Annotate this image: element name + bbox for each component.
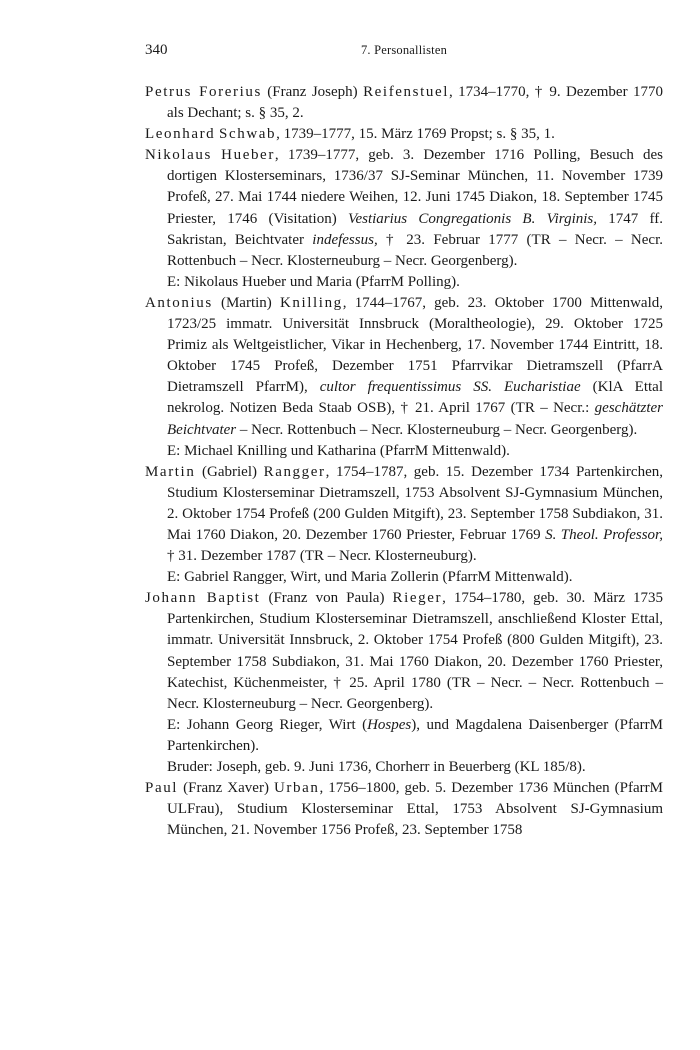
entry-given-name: Leonhard — [145, 126, 216, 143]
entry-text: (KlA Ettal nekrolog. Notizen Beda Staab OSB), † 21. April 1767 (TR – Necr.: — [167, 379, 663, 417]
list-item — [145, 145, 663, 272]
entry-secular-name: (Franz von Paula) — [260, 590, 393, 607]
entry-given-name: Martin — [145, 463, 196, 480]
list-item — [145, 124, 663, 145]
entry-text: , 1734–1770, † 9. Dezember 1770 als Dechant; s. § 35, 2. — [167, 84, 663, 122]
entry-secular-name: (Franz Xaver) — [178, 780, 274, 797]
entry-parents-text: E: Johann Georg Rieger, Wirt ( — [167, 716, 368, 733]
entry-secular-name — [212, 147, 221, 163]
personnel-list — [145, 82, 663, 841]
entry-parents: E: Michael Knilling und Katharina (PfarrM Mittenwald). — [167, 442, 510, 459]
list-item — [145, 293, 663, 441]
entry-given-name: Petrus Forerius — [145, 84, 262, 100]
entry-surname: Rieger — [392, 590, 443, 607]
entry-text: , 1754–1780, geb. 30. März 1735 Partenkirchen, Studium Klosterseminar Dietramszell, anschließend Kloster Ettal, immatr. Universität Innsbruck, 2. Oktober 1754 Profeß (800 Gulden Mitgift), 23. September 1758 Subdiakon, 31. Mai 1760 Diakon, 20. Dezember 1760 Priester, Katechist, Küchenmeister, † 25. April 1780 (TR – Necr. – Necr. Rottenbuch – Necr. Klosterneuburg – Necr. Georgenberg). — [167, 590, 663, 712]
entry-text: – Necr. Rottenbuch – Necr. Klosterneuburg – Necr. Georgenberg). — [236, 421, 638, 438]
entry-parents — [145, 715, 663, 757]
entry-latin-phrase: Vestiarius Congregationis B. Virginis, — [347, 210, 598, 227]
entry-text: , 1744–1767, geb. 23. Oktober 1700 Mittenwald, 1723/25 immatr. Universität Innsbruck (Moraltheologie), 29. Oktober 1725 Primiz als Weltgeistlicher, Vikar in Hechenberg, 17. November 1744 Eintritt, 18. Oktober 1745 Profeß, Dezember 1751 Pfarrvikar Dietramszell (PfarrA Dietramszell PfarrM), — [167, 294, 663, 396]
entry-parents: E: Gabriel Rangger, Wirt, und Maria Zollerin (PfarrM Mittenwald). — [167, 569, 573, 586]
list-item — [145, 462, 663, 567]
list-item — [145, 82, 663, 124]
page-number: 340 — [145, 42, 168, 58]
page-header — [145, 42, 663, 62]
entry-secular-name: (Gabriel) — [195, 463, 264, 480]
entry-parents: E: Nikolaus Hueber und Maria (PfarrM Polling). — [167, 273, 460, 290]
entry-secular-name: (Franz Joseph) — [261, 84, 364, 100]
entry-text: , 1756–1800, geb. 5. Dezember 1736 München (PfarrM ULFrau), Studium Klosterseminar Ettal, 1753 Absolvent SJ-Gymnasium München, 21. November 1756 Profeß, 23. September 1758 — [167, 780, 663, 839]
entry-secular-name: (Martin) — [212, 294, 280, 311]
entry-text: † 31. Dezember 1787 (TR – Necr. Klosterneuburg). — [167, 548, 477, 565]
entry-surname: Urban — [273, 780, 320, 797]
entry-latin-phrase: S. Theol. Professor, — [545, 526, 663, 543]
entry-quote: geschätzter Beichtvater — [167, 400, 663, 438]
entry-surname: Rangger — [263, 463, 326, 480]
entry-text: , 1739–1777, 15. März 1769 Propst; s. § 35, 1. — [276, 126, 555, 143]
entry-surname: Reifenstuel — [363, 84, 449, 100]
entry-latin-phrase: Hospes — [367, 716, 412, 733]
entry-surname: Hueber — [221, 147, 275, 164]
entry-text: , 1754–1787, geb. 15. Dezember 1734 Partenkirchen, Studium Klosterseminar Dietramszell, 1753 Absolvent SJ-Gymnasium München, 2. Oktober 1754 Profeß (200 Gulden Mitgift), 23. September 1758 Subdiakon, 31. Mai 1760 Diakon, 20. Dezember 1760 Priester, Februar 1769 — [167, 463, 663, 543]
entry-text: 1747 ff. Sakristan, Beichtvater — [167, 210, 663, 248]
entry-parents-text: ), und Magdalena Daisenberger (PfarrM Partenkirchen). — [167, 716, 663, 754]
list-item — [145, 588, 663, 715]
entry-surname: Schwab — [219, 126, 277, 143]
entry-sibling: Bruder: Joseph, geb. 9. Juni 1736, Chorherr in Beuerberg (KL 185/8). — [167, 759, 586, 775]
entry-latin-phrase: cultor frequentissimus SS. Eucharistiae — [319, 379, 581, 396]
entry-text: † 23. Februar 1777 (TR – Necr. – Necr. Rottenbuch – Necr. Klosterneuburg – Necr. Georgenberg). — [167, 231, 663, 269]
list-item — [145, 778, 663, 841]
entry-latin-phrase: indefessus, — [312, 231, 378, 248]
running-title: 7. Personallisten — [360, 43, 448, 57]
entry-given-name: Antonius — [145, 294, 213, 311]
entry-text: , 1739–1777, geb. 3. Dezember 1716 Polling, Besuch des dortigen Klosterseminars, 1736/37 SJ-Seminar München, 11. November 1739 Profeß, 27. Mai 1744 niedere Weihen, 12. Juni 1745 Diakon, 18. September 1745 Priester, 1746 (Visitation) — [167, 147, 664, 227]
entry-given-name: Paul — [145, 780, 179, 797]
entry-given-name: Nikolaus — [145, 147, 212, 164]
entry-surname: Knilling — [279, 294, 343, 311]
entry-given-name: Johann Baptist — [145, 590, 261, 607]
